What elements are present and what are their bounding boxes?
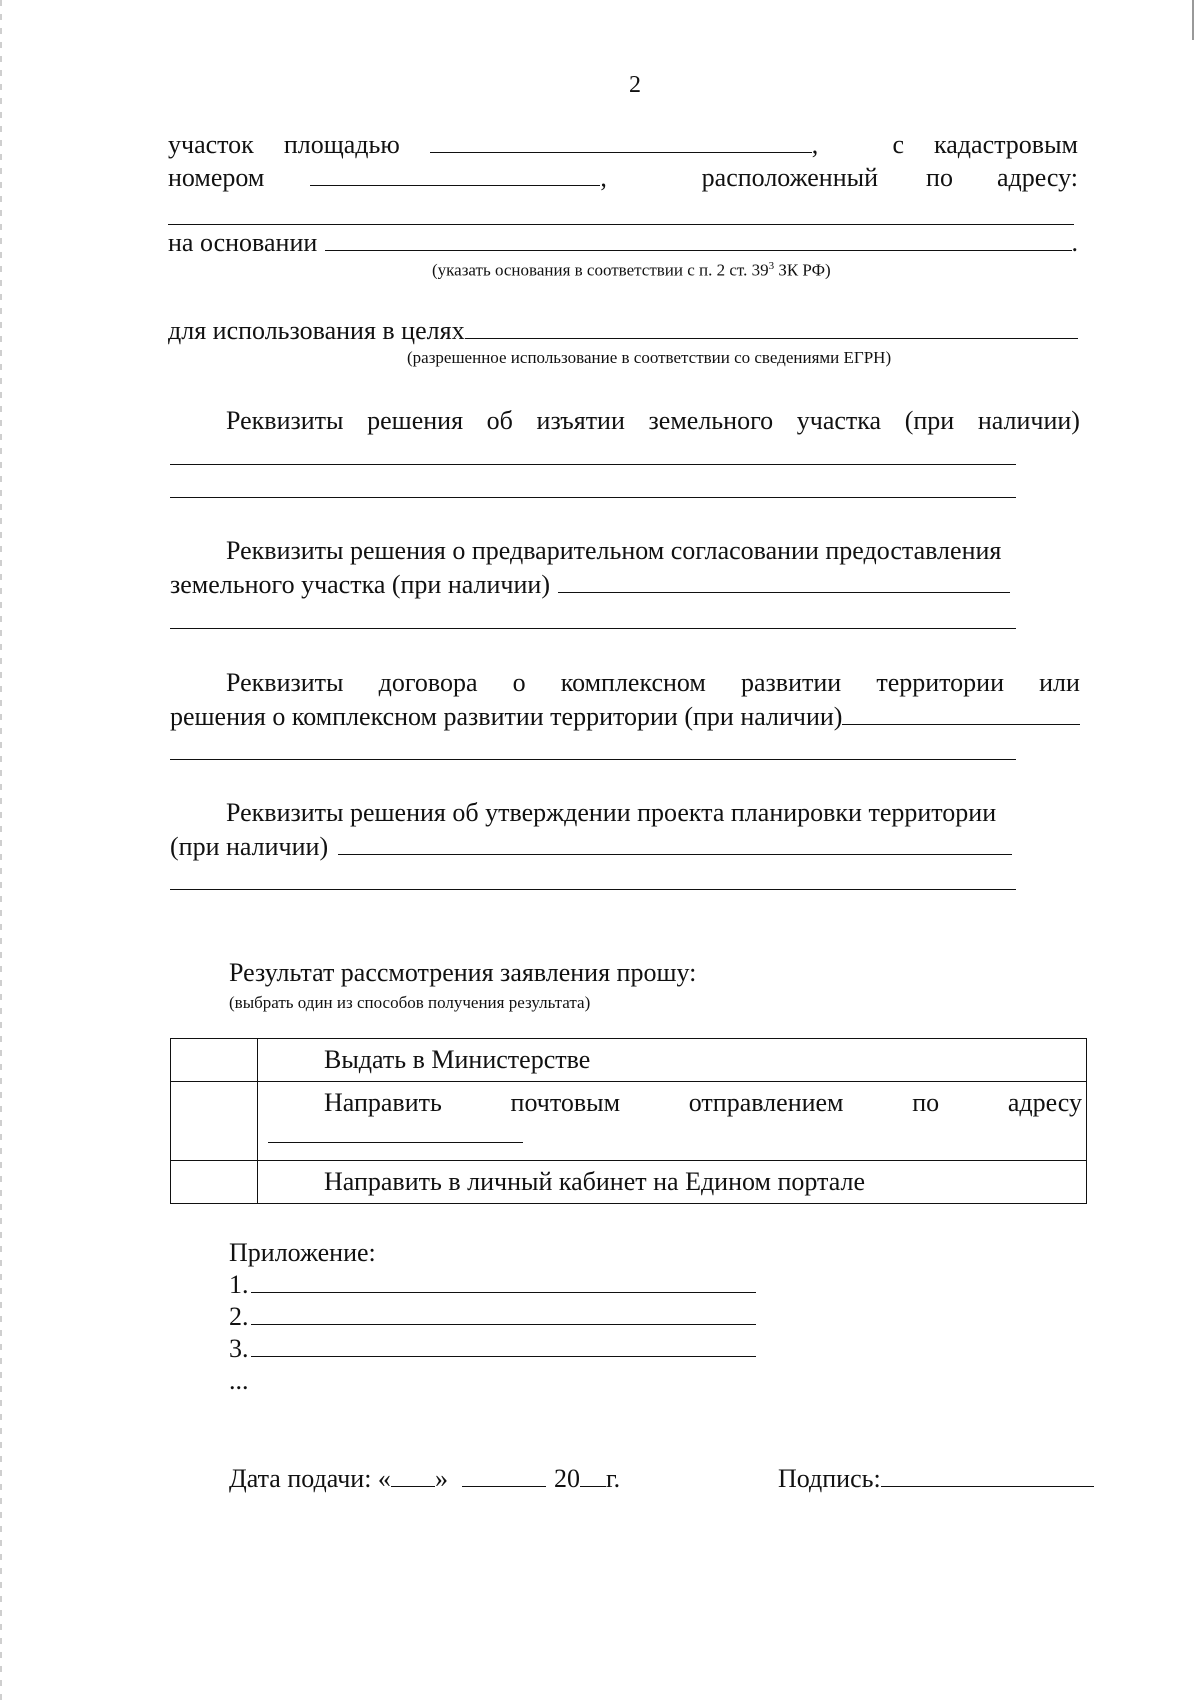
area-row: участок площадью , с кадастровым (168, 130, 1078, 159)
submission-date: Дата подачи: « » 20 г. (229, 1464, 621, 1493)
purpose-hint: (разрешенное использование в соответствии со сведениями ЕГРН) (407, 348, 892, 367)
option-row-post (171, 1082, 1087, 1161)
preliminary-field-2[interactable] (170, 628, 1016, 629)
cadastral-number-field[interactable] (310, 163, 600, 186)
planning-field-1[interactable] (338, 832, 1012, 855)
address-field[interactable] (168, 224, 1074, 225)
annex-item: 1. (229, 1269, 756, 1301)
option-checkbox-ministry[interactable] (171, 1039, 258, 1082)
result-hint: (выбрать один из способов получения результата) (229, 993, 591, 1012)
option-row-portal (171, 1161, 1087, 1204)
basis-hint: (указать основания в соответствии с п. 2 ст. $39^3$ ЗК РФ) (432, 260, 831, 280)
annex-item: 3. (229, 1333, 756, 1365)
preliminary-section: Реквизиты решения о предварительном согласовании предоставления земельного участка (при наличии) (170, 534, 1080, 602)
page-number: 2 (629, 72, 641, 98)
word-plot: участок (168, 130, 254, 159)
annex-field-2[interactable] (251, 1302, 756, 1325)
date-day-field[interactable] (391, 1464, 435, 1487)
word-area: площадью (283, 130, 400, 159)
planning-section: Реквизиты решения об утверждении проекта планировки территории (при наличии) (170, 796, 1080, 864)
option-checkbox-post[interactable] (171, 1082, 258, 1161)
seizure-field-2[interactable] (170, 497, 1016, 498)
option-label-ministry: Выдать в Министерстве (258, 1039, 1087, 1082)
signature-field[interactable] (881, 1464, 1094, 1487)
annex-field-3[interactable] (251, 1334, 756, 1357)
option-label-portal: Направить в личный кабинет на Едином портале (258, 1161, 1087, 1204)
annex-ellipsis: ... (229, 1366, 249, 1395)
basis-row: на основании . (168, 228, 1078, 257)
date-year-field[interactable] (580, 1464, 606, 1487)
option-row-ministry (171, 1039, 1087, 1082)
annex-field-1[interactable] (251, 1270, 756, 1293)
option-label-post: Направить почтовым отправлением по адресу (324, 1088, 1082, 1117)
purpose-row: для использования в целях (168, 316, 1078, 346)
planning-field-2[interactable] (170, 889, 1016, 890)
annex-section (229, 1237, 756, 1397)
post-address-field[interactable] (268, 1120, 523, 1143)
seizure-section: Реквизиты решения об изъятии земельного участка (при наличии) (226, 406, 1080, 435)
seizure-field-1[interactable] (170, 464, 1016, 465)
area-field[interactable] (430, 130, 812, 153)
development-field-2[interactable] (170, 759, 1016, 760)
basis-field[interactable] (325, 228, 1071, 251)
signature: Подпись: (778, 1464, 1094, 1494)
option-checkbox-portal[interactable] (171, 1161, 258, 1204)
annex-item: 2. (229, 1301, 756, 1333)
preliminary-field-1[interactable] (558, 570, 1010, 593)
result-title: Результат рассмотрения заявления прошу: (229, 958, 697, 987)
development-field-1[interactable] (842, 702, 1080, 725)
cadastral-row: номером , расположенный по адресу: (168, 163, 1078, 192)
annex-title: Приложение: (229, 1238, 376, 1267)
development-section: Реквизиты договора о комплексном развитии территории или решения о комплексном развитии территории (при наличии) (170, 668, 1080, 731)
date-month-field[interactable] (462, 1464, 546, 1487)
delivery-options-table (170, 1038, 1087, 1204)
purpose-field[interactable] (465, 316, 1078, 339)
